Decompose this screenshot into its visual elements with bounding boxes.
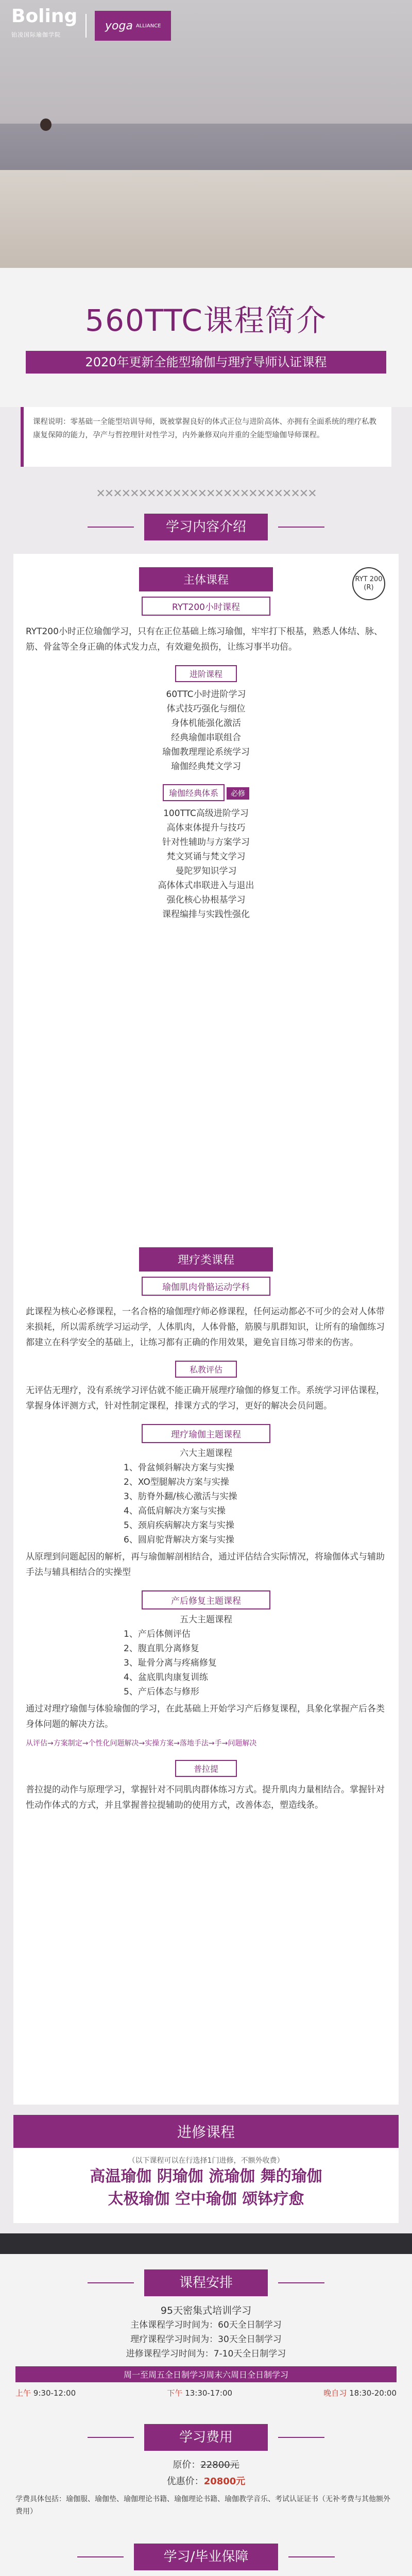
yoga-figure: [36, 118, 56, 247]
postnatal-item: 4、盆底肌肉康复训练: [124, 1672, 208, 1683]
advanced-courses-line1: 高温瑜伽 阴瑜伽 流瑜伽 舞的瑜伽: [90, 2167, 322, 2185]
schedule-line: 理疗课程学习时间为：30天全日制学习: [130, 2334, 282, 2345]
corrective-label: 理疗瑜伽主题课程: [142, 1424, 270, 1443]
learning-section-title: 学习内容介绍: [144, 514, 268, 540]
subtitle-banner: 2020年更新全能型瑜伽与理疗导师认证课程: [26, 351, 386, 374]
therapy-card: [13, 1234, 399, 2105]
corrective-item: 2、XO型腿解决方案与实操: [124, 1477, 229, 1487]
corrective-list: [26, 1461, 386, 1547]
postnatal-item: 3、耻骨分离与疼痛修复: [124, 1658, 217, 1668]
fee-special: 优惠价：20800元: [166, 2476, 246, 2487]
hero-photo: [0, 0, 412, 268]
postnatal-text: 通过对理疗瑜伽与体验瑜伽的学习，在此基础上开始学习产后修复课程，具象化掌握产后各类身体问题的解决方法。: [26, 1704, 385, 1730]
private-text: 无评估无理疗，没有系统学习评估就不能正确开展理疗瑜伽的修复工作。系统学习评估课程，掌握身体评测方式，针对性制定课程，排课方式的学习，更好的解决会员问题。: [26, 1385, 385, 1411]
classic-item: 高体体式串联进入与退出: [158, 880, 254, 891]
schedule-lines: [15, 2318, 397, 2361]
required-badge: 必修: [227, 787, 249, 800]
classic-item: 强化核心协根基学习: [166, 895, 246, 905]
postnatal-label: 产后修复主题课程: [142, 1590, 270, 1609]
lower-section: [0, 2233, 412, 2576]
classic-item: 曼陀罗知识学习: [175, 866, 237, 876]
advanced-label: 进阶课程: [175, 665, 237, 682]
schedule-line: 进修课程学习时间为：7-10天全日制学习: [126, 2349, 286, 2359]
pilates-label: 普拉提: [175, 1760, 237, 1777]
guarantee-title: 学习/毕业保障: [134, 2544, 278, 2570]
schedule-section: [0, 2254, 412, 2409]
schedule-bar: 周一至周五全日制学习周末六周日全日制学习: [15, 2366, 397, 2382]
postnatal-list: [26, 1627, 386, 1699]
advanced-item: 身体机能强化激活: [171, 718, 241, 728]
classic-item: 针对性辅助与方案学习: [162, 837, 250, 848]
process-flow: 从评估→方案制定→个性化问题解决→实操方案→落地手法→手→问题解决: [26, 1739, 257, 1748]
schedule-title: 课程安排: [144, 2269, 268, 2296]
fee-original: 原价：22800元: [173, 2460, 239, 2470]
page-title: 560TTC课程简介: [85, 303, 327, 338]
corrective-item: 6、圆肩驼背解决方案与实操: [124, 1535, 234, 1545]
fee-title: 学习费用: [144, 2424, 268, 2451]
course-intro: 课程说明：零基础一全能型培训导师，既被掌握良好的体式正位与进阶高体、亦拥有全面系统的理疗私教康复保障的能力，孕产与哲控理针对性学习，内外兼修双向并重的全能型瑜伽导师课程。: [21, 407, 391, 467]
yoga-group-figures: [0, 62, 412, 247]
classic-header: [26, 784, 386, 801]
guarantee-section: [0, 2528, 412, 2576]
classic-label: 瑜伽经典体系: [163, 784, 225, 801]
logo-divider: [85, 14, 87, 38]
corrective-item: 5、颈肩疾病解决方案与实操: [124, 1520, 234, 1531]
anatomy-label: 瑜伽肌肉骨骼运动学科: [142, 1277, 270, 1296]
advanced-item: 瑜伽教理理论系统学习: [162, 747, 250, 757]
schedule-time: 晚自习 18:30-20:00: [323, 2388, 397, 2398]
schedule-days: 95天密集式培训学习: [160, 2305, 252, 2316]
advanced-list: [26, 687, 386, 774]
schedule-line: 主体课程学习时间为：60天全日制学习: [130, 2320, 282, 2330]
ryt200-label: RYT200小时课程: [142, 597, 270, 616]
main-course-card: [13, 554, 399, 1234]
classic-item: 梵文冥诵与梵文学习: [166, 852, 246, 862]
classic-list: [26, 806, 386, 922]
schedule-times: [15, 2387, 397, 2398]
yoga-alliance-logo: yoga ALLIANCE: [95, 11, 171, 41]
advanced-item: 体式技巧强化与细位: [166, 704, 246, 714]
postnatal-item: 1、产后体侧评估: [124, 1629, 191, 1639]
classic-item: 100TTC高级进阶学习: [163, 808, 249, 819]
advanced-item: 瑜伽经典梵文学习: [171, 761, 241, 772]
brand-header: [11, 7, 171, 44]
advanced-item: 60TTC小时进阶学习: [166, 689, 246, 700]
private-label: 私教评估: [175, 1361, 237, 1378]
advanced-courses-band: 进修课程: [13, 2115, 399, 2148]
pilates-text: 普拉提的动作与原理学习，掌握针对不同肌肉群体练习方式。提升肌肉力量相结合。掌握针对性动作体式的方式，并且掌握普拉提辅助的使用方式，改善体态，塑造线条。: [26, 1785, 385, 1810]
postnatal-sub: 五大主题课程: [180, 1615, 232, 1625]
postnatal-item: 5、产后体态与修形: [124, 1687, 199, 1697]
schedule-time: 下午 13:30-17:00: [167, 2388, 233, 2398]
corrective-sub: 六大主题课程: [180, 1448, 232, 1459]
postnatal-item: 2、腹直肌分离修复: [124, 1643, 199, 1654]
main-course-tag: 主体课程: [139, 567, 273, 591]
anatomy-text: 此课程为核心必修课程，一名合格的瑜伽理疗师必修课程，任何运动都必不可少的会对人体带来损耗，所以需系统学习运动学，人体肌肉，人体骨骼，筋膜与肌群知识，让所有的瑜伽练习都建立在科学安全的基础上，让练习都有正确的作用效果，避免盲目练习带来的伤害。: [26, 1307, 385, 1348]
advanced-note: （以下课程可以在行选择1门进修，不额外收费）: [128, 2157, 284, 2165]
schedule-time: 上午 9:30-12:00: [15, 2388, 76, 2398]
title-section: [0, 268, 412, 407]
classic-item: 课程编排与实践性强化: [162, 909, 250, 920]
classic-item: 高体束体提升与技巧: [166, 823, 246, 833]
ryt200-text: RYT200小时正位瑜伽学习，只有在正位基础上练习瑜伽，牢牢打下根基，熟悉人体结、脉、筋、骨盆等全身正确的体式发力点，有效避免损伤，让练习事半功倍。: [26, 626, 383, 652]
fee-section: [0, 2409, 412, 2528]
x-divider: ✕✕✕✕✕✕✕✕✕✕✕✕✕✕✕✕✕✕✕✕✕✕✕✕✕✕: [96, 487, 316, 500]
corrective-item: 3、肪脊外翻/核心激活与实操: [124, 1492, 237, 1502]
fee-materials: 学费具体包括：瑜伽服、瑜伽垫、瑜伽理论书籍、瑜伽理论书籍、瑜伽教学音乐、考试认证证书（无补考费与其他额外费用）: [15, 2495, 390, 2516]
advanced-courses-line2: 太极瑜伽 空中瑜伽 颂钵疗愈: [108, 2190, 304, 2208]
corrective-item: 1、骨盆倾斜解决方案与实操: [124, 1463, 234, 1473]
boling-logo: Boling 铂凌国际瑜伽学院: [11, 6, 78, 38]
corrective-text: 从原理到问题起因的解析，再与瑜伽解剖相结合，通过评估结合实际情况，将瑜伽体式与辅助手法与辅具相结合的实操型: [26, 1552, 385, 1578]
corrective-item: 4、高低肩解决方案与实操: [124, 1506, 226, 1516]
ryt200-badge: RYT 200 (R): [352, 567, 385, 600]
advanced-courses: [13, 2148, 399, 2223]
advanced-item: 经典瑜伽串联组合: [171, 733, 241, 743]
therapy-title: 理疗类课程: [139, 1247, 273, 1272]
